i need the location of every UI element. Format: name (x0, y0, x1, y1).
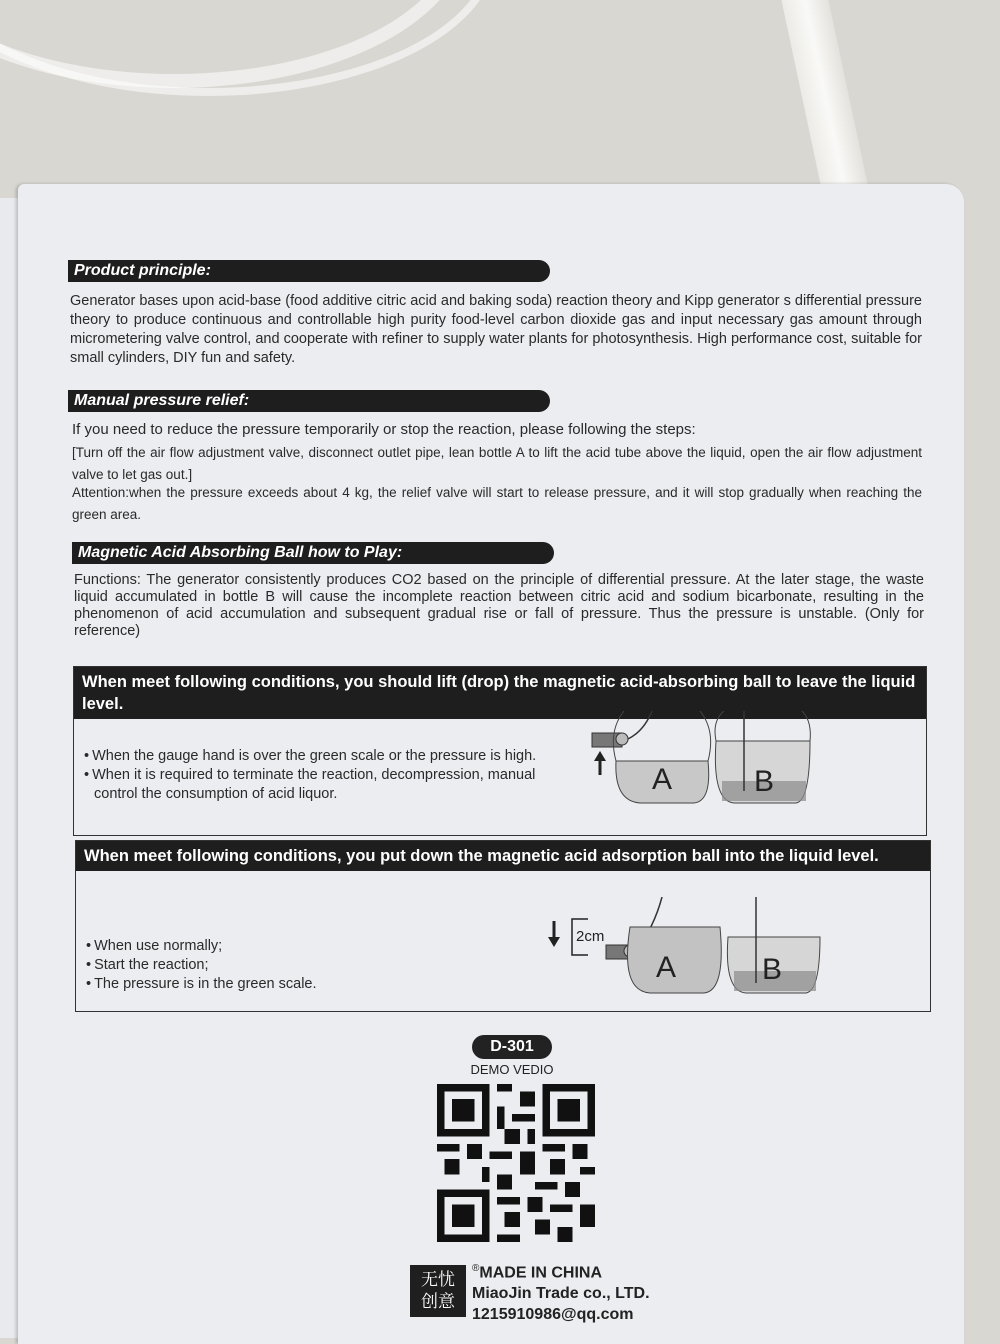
down-arrow-icon (548, 937, 560, 947)
lift-ball-diagram (584, 711, 824, 831)
up-arrow-icon (594, 751, 606, 761)
list-item: • When use normally; (82, 937, 552, 956)
lift-ball-conditions (80, 747, 550, 804)
magnet-ball-icon (616, 733, 628, 745)
company-name: MiaoJin Trade co., LTD. (472, 1285, 650, 1303)
bottle-b-label: B (754, 765, 775, 798)
list-item: • When the gauge hand is over the green scale or the pressure is high. (80, 747, 550, 766)
registered-mark: ® (472, 1263, 480, 1274)
list-item: • The pressure is in the green scale. (82, 975, 552, 994)
lift-ball-box (73, 666, 927, 836)
company-email[interactable]: 1215910986@qq.com (472, 1306, 634, 1324)
manual-relief-intro: If you need to reduce the pressure temporarily or stop the reaction, please following the steps: (72, 421, 696, 438)
depth-label: 2cm (576, 928, 605, 945)
logo-text: 无忧 (421, 1270, 455, 1289)
bottle-a-label: A (656, 951, 677, 984)
bottle-b-label: B (762, 953, 783, 986)
tube-background (0, 0, 496, 96)
lift-ball-box-title: When meet following conditions, you should lift (drop) the magnetic acid-absorbing ball to leave the liquid level. (74, 667, 926, 719)
manual-relief-steps: [Turn off the air flow adjustment valve, disconnect outlet pipe, lean bottle A to lift the acid tube above the liquid, open the air flow adjustment valve to let gas out.] (72, 445, 922, 482)
qr-code-icon[interactable] (437, 1082, 595, 1244)
brand-logo (410, 1265, 466, 1317)
put-down-ball-diagram (544, 897, 834, 1005)
magnetic-ball-heading: Magnetic Acid Absorbing Ball how to Play: (72, 542, 554, 564)
tube-end-background (777, 0, 870, 202)
list-item: • When it is required to terminate the reaction, decompression, manual control the consumption of acid liquor. (80, 766, 550, 804)
list-item: • Start the reaction; (82, 956, 552, 975)
manual-relief-heading: Manual pressure relief: (68, 390, 550, 412)
put-down-ball-box (75, 840, 931, 1012)
logo-text: 创意 (421, 1292, 455, 1311)
product-principle-heading: Product principle: (68, 260, 550, 282)
manufacturer-info (472, 1258, 650, 1325)
demo-video-label: DEMO VEDIO (470, 1062, 554, 1077)
bottle-a-label: A (652, 763, 673, 796)
manual-relief-attention: Attention:when the pressure exceeds about 4 kg, the relief valve will start to release pressure, and it will stop gradually when reaching the green area. (72, 485, 922, 522)
put-down-ball-box-title: When meet following conditions, you put down the magnetic acid adsorption ball into the liquid level. (76, 841, 930, 871)
model-badge: D-301 (472, 1035, 552, 1059)
magnetic-ball-functions: Functions: The generator consistently produces CO2 based on the principle of differential pressure. At the later stage, the waste liquid accumulated in bottle B will cause the incomplete reaction between citric acid and sodium bicarbonate, resulting in the phenomenon of acid accumulation and subsequent gradual rise or fall of pressure. Thus the pressure is unstable. (Only for reference) (74, 572, 924, 639)
product-principle-text: Generator bases upon acid-base (food additive citric acid and baking soda) reaction theory and Kipp generator s differential pressure theory to produce continuous and controllable high purity food-level carbon dioxide gas and input necessary gas amount through micrometering valve control, and cooperate with refiner to supply water plants for photosynthesis. High performance cost, suitable for small cylinders, DIY fun and safety. (70, 293, 922, 366)
put-down-ball-conditions (82, 937, 552, 994)
made-in-label: MADE IN CHINA (479, 1264, 603, 1282)
